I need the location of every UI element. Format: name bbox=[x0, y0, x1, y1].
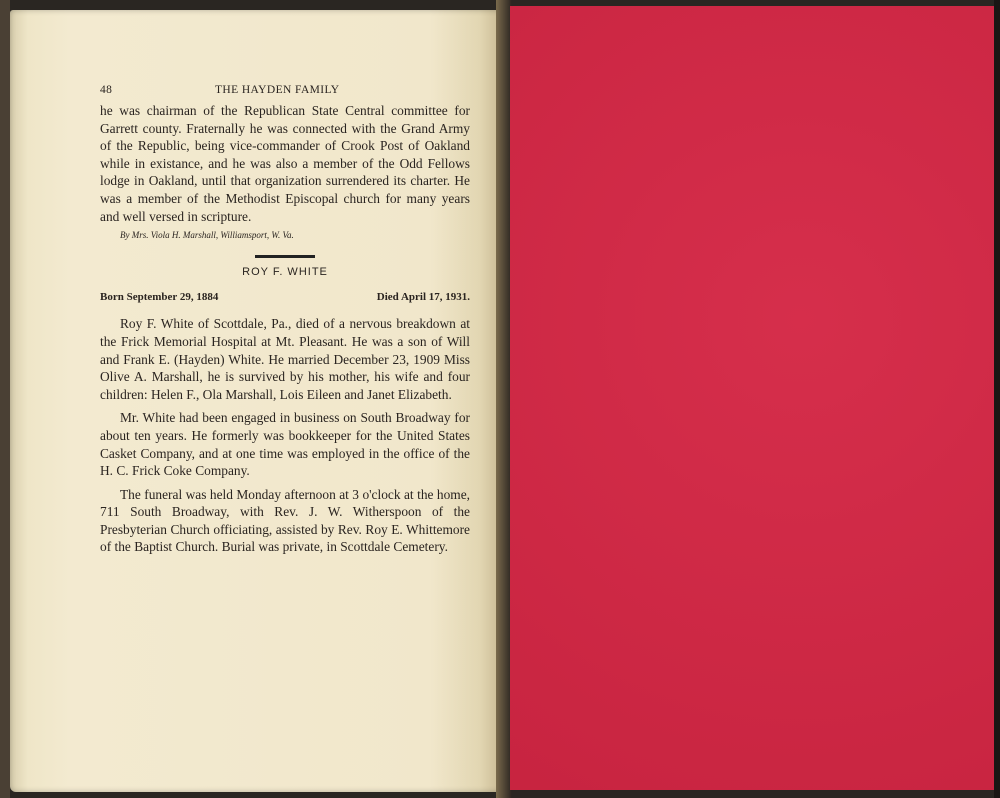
section-title: ROY F. WHITE bbox=[242, 265, 328, 278]
running-header bbox=[100, 82, 470, 102]
page-text bbox=[100, 82, 470, 556]
red-endpaper bbox=[510, 6, 994, 790]
running-title: THE HAYDEN FAMILY bbox=[215, 84, 340, 96]
page-number: 48 bbox=[100, 84, 113, 96]
book-spine bbox=[0, 0, 10, 798]
paragraph: Roy F. White of Scottdale, Pa., died of a nervous breakdown at the Frick Memorial Hospital at Mt. Pleasant. He was a son of Will and Frank E. (Hayden) White. He married December 23, 1909 Miss Olive A. Marshall, he is survived by his mother, his wife and four children: Helen F., Ola Marshall, Lois Eileen and Janet Elizabeth. bbox=[100, 316, 470, 402]
paragraph: Mr. White had been engaged in business on South Broadway for about ten years. He formerly was bookkeeper for the United States Casket Company, and at one time was employed in the office of the H. C. Frick Coke Company. bbox=[100, 410, 470, 479]
book-edge bbox=[994, 0, 1000, 798]
dates-line bbox=[100, 289, 470, 309]
died-date: Died April 17, 1931. bbox=[376, 291, 470, 304]
born-date: Born September 29, 1884 bbox=[100, 291, 219, 304]
signature-line: By Mrs. Viola H. Marshall, Williamsport, W. Va. bbox=[120, 230, 294, 241]
paragraph: The funeral was held Monday afternoon at 3 o'clock at the home, 711 South Broadway, with Rev. J. W. Witherspoon of the Presbyterian Church officiating, assisted by Rev. Roy E. Whittemore of the Baptist Church. Burial was private, in Scottdale Cemetery. bbox=[100, 486, 470, 555]
section-divider bbox=[255, 255, 315, 258]
intro-paragraph: he was chairman of the Republican State Central committee for Garrett county. Fraternally he was connected with the Grand Army of the Republic, being vice-commander of Crook Post of Oakland while in existance, and he was also a member of the Odd Fellows lodge in Oakland, until that organization surrendered its charter. He was a member of the Methodist Episcopal church for many years and well versed in scripture. bbox=[100, 103, 470, 224]
